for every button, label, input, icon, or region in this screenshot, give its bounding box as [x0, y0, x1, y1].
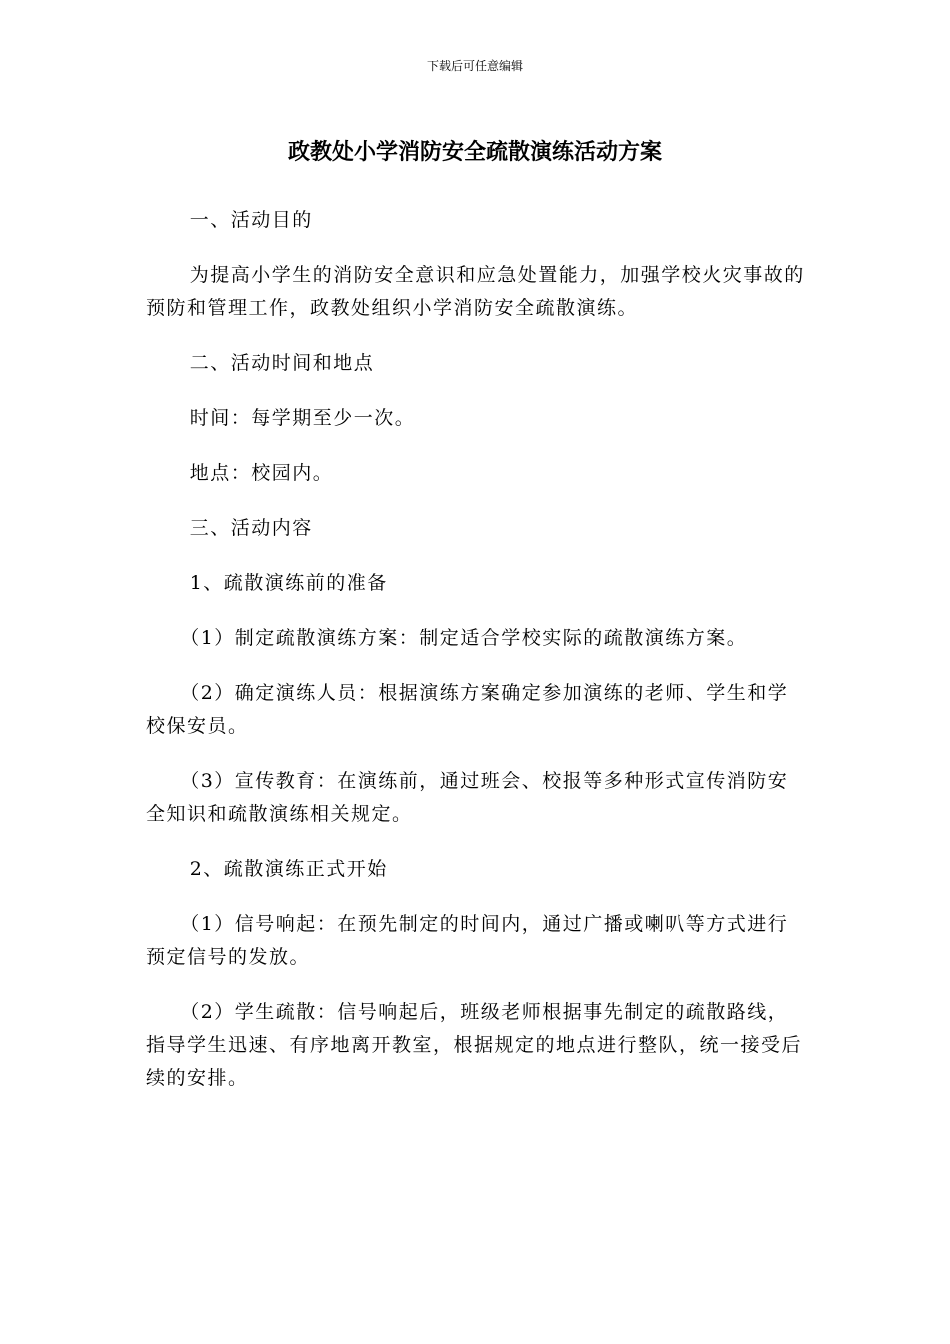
list-item-signal: （1）信号响起：在预先制定的时间内，通过广播或喇叭等方式进行预定信号的发放。: [146, 913, 789, 968]
section-heading-content: 三、活动内容: [189, 517, 313, 539]
list-item-plan: （1）制定疏散演练方案：制定适合学校实际的疏散演练方案。: [180, 627, 748, 649]
document-body: [146, 204, 806, 1117]
list-item-evacuation: （2）学生疏散：信号响起后，班级老师根据事先制定的疏散路线，指导学生迅速、有序地离开教室，根据规定的地点进行整队，统一接受后续的安排。: [146, 1001, 803, 1089]
list-item-publicity: （3）宣传教育：在演练前，通过班会、校报等多种形式宣传消防安全知识和疏散演练相关规定。: [146, 770, 789, 825]
section-heading-time-place: 二、活动时间和地点: [189, 352, 375, 374]
header-note: 下载后可任意编辑: [426, 59, 523, 73]
section-heading-purpose: 一、活动目的: [189, 209, 313, 231]
paragraph-time: 时间：每学期至少一次。: [189, 407, 416, 429]
paragraph-place: 地点：校园内。: [189, 462, 334, 484]
document-title: 政教处小学消防安全疏散演练活动方案: [287, 140, 662, 165]
list-item-personnel: （2）确定演练人员：根据演练方案确定参加演练的老师、学生和学校保安员。: [146, 682, 789, 737]
paragraph-purpose: 为提高小学生的消防安全意识和应急处置能力，加强学校火灾事故的预防和管理工作，政教处组织小学消防安全疏散演练。: [146, 264, 805, 319]
subsection-heading-start: 2、疏散演练正式开始: [189, 858, 388, 880]
subsection-heading-preparation: 1、疏散演练前的准备: [189, 572, 388, 594]
